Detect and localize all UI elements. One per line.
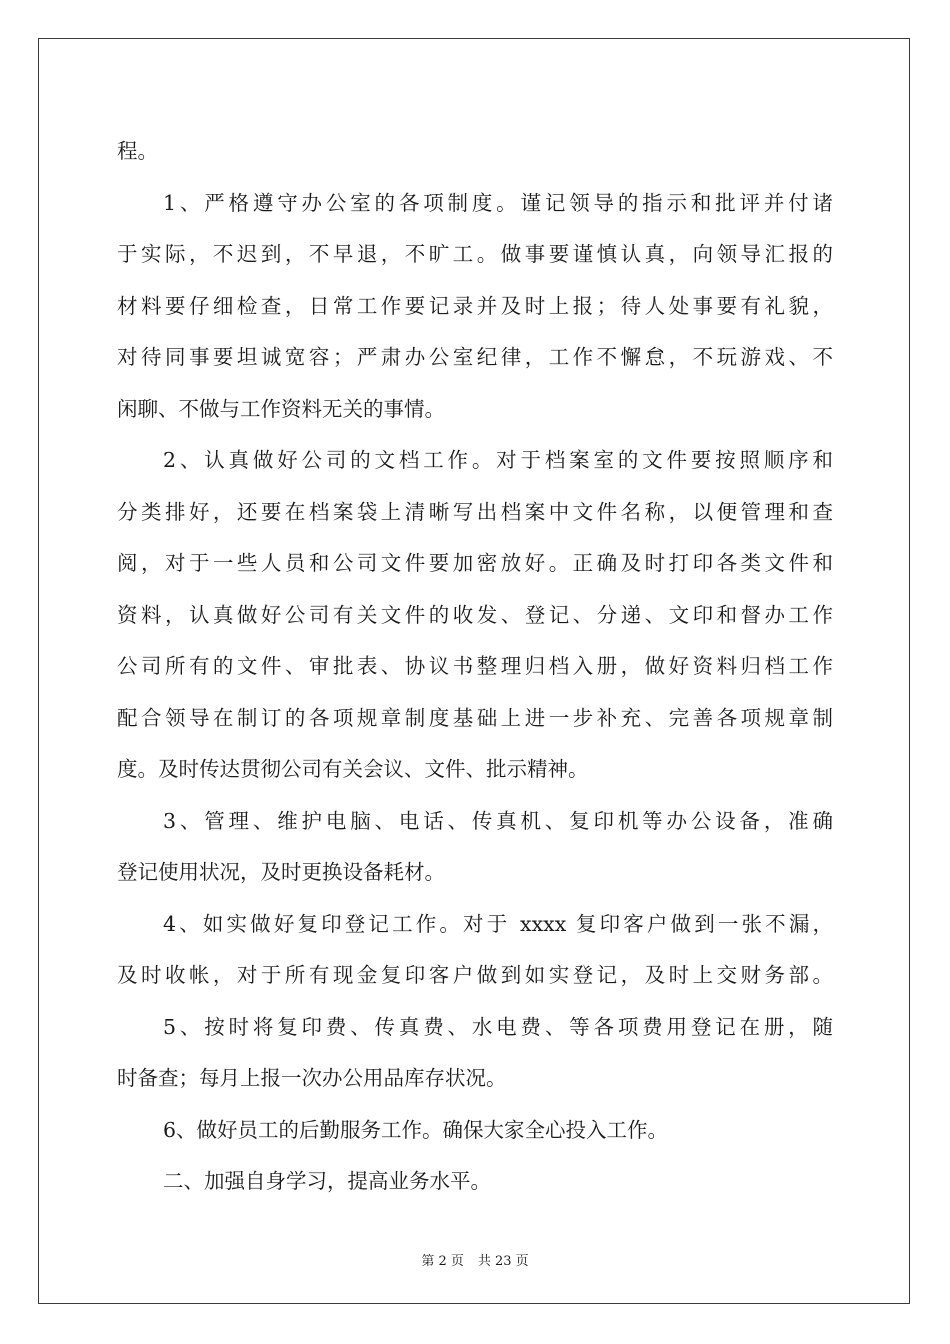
text-line: 闲聊、不做与工作资料无关的事情。 [117, 396, 445, 421]
page-footer [0, 1250, 950, 1269]
text-line: 对待同事要坦诚宽容；严肃办公室纪律，工作不懈怠，不玩游戏、不 [117, 345, 833, 369]
text-line: 6、做好员工的后勤服务工作。确保大家全心投入工作。 [163, 1117, 669, 1142]
text-line: 分类排好，还要在档案袋上清晰写出档案中文件名称，以便管理和查 [117, 499, 833, 524]
text-line: 材料要仔细检查，日常工作要记录并及时上报；待人处事要有礼貌， [117, 293, 833, 318]
text-line: 4、如实做好复印登记工作。对于 xxxx 复印客户做到一张不漏， [163, 911, 833, 936]
text-line: 3、管理、维护电脑、电话、传真机、复印机等办公设备，准确 [163, 808, 833, 833]
text-line: 及时收帐，对于所有现金复印客户做到如实登记，及时上交财务部。 [117, 963, 833, 987]
text-line: 阅，对于一些人员和公司文件要加密放好。正确及时打印各类文件和 [117, 551, 833, 575]
text-line: 登记使用状况，及时更换设备耗材。 [117, 860, 445, 884]
text-line: 于实际，不迟到，不早退，不旷工。做事要谨慎认真，向领导汇报的 [117, 242, 833, 266]
text-line: 资料，认真做好公司有关文件的收发、登记、分递、文印和督办工作 [117, 602, 833, 627]
text-line: 二、加强自身学习，提高业务水平。 [163, 1169, 491, 1193]
text-line: 5、按时将复印费、传真费、水电费、等各项费用登记在册，随 [163, 1014, 833, 1039]
text-line: 1、严格遵守办公室的各项制度。谨记领导的指示和批评并付诸 [163, 190, 833, 215]
page-number: 第 2 页 [421, 1254, 464, 1269]
text-line: 配合领导在制订的各项规章制度基础上进一步补充、完善各项规章制 [117, 705, 833, 730]
document-body [117, 126, 833, 1208]
text-line: 度。及时传达贯彻公司有关会议、文件、批示精神。 [117, 757, 589, 781]
text-line: 程。 [117, 139, 158, 163]
page-total: 共 23 页 [477, 1254, 529, 1269]
text-line: 公司所有的文件、审批表、协议书整理归档入册，做好资料归档工作 [117, 654, 833, 678]
text-line: 时备查；每月上报一次办公用品库存状况。 [117, 1066, 507, 1090]
text-line: 2、认真做好公司的文档工作。对于档案室的文件要按照顺序和 [163, 448, 833, 472]
